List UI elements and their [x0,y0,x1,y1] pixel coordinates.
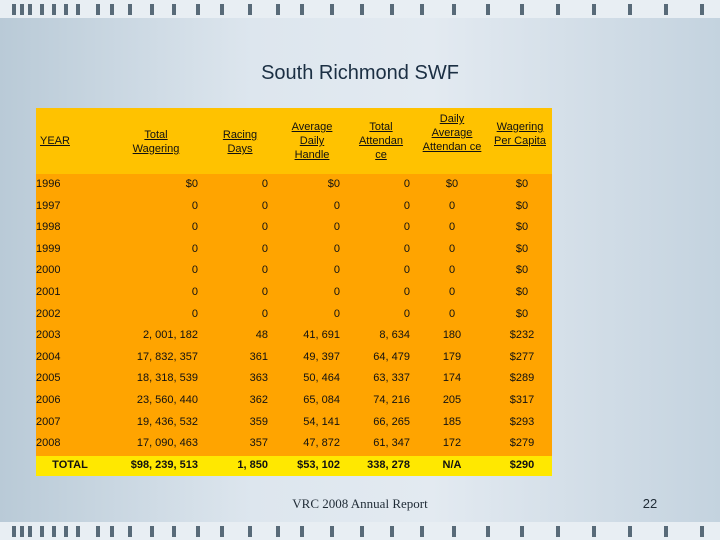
strip-bar [110,4,114,15]
strip-bar [664,4,668,15]
page-number: 22 [642,496,658,511]
strip-bar [628,4,632,15]
strip-bar [196,4,200,15]
strip-bar [486,526,490,537]
cell-daily-average-attendance: 0 [448,264,456,277]
strip-bar [220,4,224,15]
strip-bar [390,526,394,537]
strip-bar [64,526,68,537]
cell-year: 2007 [36,415,61,428]
cell-average-daily-handle: 0 [333,307,340,320]
cell-total-wagering: 18, 318, 539 [136,372,198,385]
total-label: TOTAL [52,459,88,471]
strip-bar [592,526,596,537]
cell-wagering-per-capita: $293 [509,415,535,428]
cell-total-wagering: 0 [191,242,198,255]
strip-bar [28,4,32,15]
cell-wagering-per-capita: $0 [515,178,529,190]
strip-bar [150,526,154,537]
cell-daily-average-attendance: 174 [442,372,462,385]
strip-bar [20,526,24,537]
strip-bar [128,4,132,15]
strip-bar [40,4,44,15]
strip-bar [20,4,24,15]
strip-bar [52,526,56,537]
strip-bar [52,4,56,15]
cell-average-daily-handle: 0 [333,242,340,255]
cell-total-wagering: 17, 090, 463 [136,437,198,450]
total-racing-days: 1, 850 [237,459,268,471]
header-racing-days: Racing Days [222,129,258,155]
cell-total-wagering: 0 [191,307,198,320]
cell-total-attendance: 0 [403,264,410,277]
cell-racing-days: 0 [261,286,268,298]
strip-bar [276,526,280,537]
cell-daily-average-attendance: 205 [442,394,462,406]
cell-average-daily-handle: 65, 084 [303,394,340,406]
strip-bar [248,526,252,537]
cell-total-wagering: $0 [185,178,198,190]
cell-daily-average-attendance: 0 [448,221,456,234]
cell-total-wagering: 19, 436, 532 [136,415,198,428]
cell-daily-average-attendance: 180 [442,329,462,342]
cell-average-daily-handle: 49, 397 [303,350,340,363]
header-wagering-per-capita: Wagering Per Capita [494,121,546,147]
total-wagering: $98, 239, 513 [130,459,198,471]
strip-bar [330,4,334,15]
strip-bar [556,526,560,537]
table-total-row [36,456,552,476]
cell-total-attendance: 0 [403,221,410,234]
cell-racing-days: 0 [261,221,268,234]
strip-bar [76,526,80,537]
strip-bar [12,526,16,537]
strip-bar [664,526,668,537]
cell-wagering-per-capita: $0 [515,264,529,277]
cell-year: 2004 [36,350,61,363]
cell-year: 2006 [36,394,61,406]
strip-bar [520,526,524,537]
cell-year: 2005 [36,372,61,385]
cell-daily-average-attendance: 0 [448,286,456,298]
strip-bar [64,4,68,15]
strip-bar [556,4,560,15]
cell-total-attendance: 61, 347 [373,437,410,450]
cell-year: 1996 [36,178,61,190]
cell-average-daily-handle: 50, 464 [303,372,340,385]
header-total-wagering: Total Wagering [132,129,180,155]
bottom-decorative-strip [0,522,720,540]
cell-total-wagering: 0 [191,264,198,277]
cell-racing-days: 0 [261,199,268,212]
strip-bar [700,4,704,15]
cell-year: 2002 [36,307,61,320]
cell-year: 1999 [36,242,61,255]
strip-bar [76,4,80,15]
strip-bar [520,4,524,15]
cell-average-daily-handle: $0 [327,178,340,190]
strip-bar [40,526,44,537]
header-year: YEAR [40,135,70,147]
cell-daily-average-attendance: 172 [442,437,462,450]
cell-racing-days: 0 [261,307,268,320]
cell-average-daily-handle: 41, 691 [303,329,340,342]
header-total-attendance: Total Attendan ce [358,121,404,161]
strip-bar [96,526,100,537]
table-header-row [36,108,552,174]
cell-year: 1998 [36,221,61,234]
cell-total-attendance: 0 [403,199,410,212]
slide-title: South Richmond SWF [261,62,459,84]
cell-total-attendance: 8, 634 [379,329,410,342]
cell-wagering-per-capita: $277 [509,350,535,363]
cell-daily-average-attendance: $0 [445,178,459,190]
strip-bar [486,4,490,15]
total-attendance: 338, 278 [367,459,410,471]
strip-bar [28,526,32,537]
cell-racing-days: 357 [249,437,268,450]
cell-wagering-per-capita: $317 [509,394,535,406]
cell-racing-days: 363 [249,372,268,385]
cell-average-daily-handle: 54, 141 [303,415,340,428]
strip-bar [96,4,100,15]
strip-bar [276,4,280,15]
cell-total-attendance: 64, 479 [373,350,410,363]
cell-wagering-per-capita: $289 [509,372,535,385]
cell-total-wagering: 0 [191,286,198,298]
cell-total-attendance: 0 [403,242,410,255]
cell-racing-days: 362 [249,394,268,406]
cell-daily-average-attendance: 179 [442,350,462,363]
cell-total-attendance: 0 [403,286,410,298]
cell-year: 2008 [36,437,61,450]
total-average-daily-handle: $53, 102 [297,459,340,471]
cell-daily-average-attendance: 185 [442,415,462,428]
cell-racing-days: 0 [261,264,268,277]
cell-total-wagering: 17, 832, 357 [136,350,198,363]
strip-bar [172,4,176,15]
cell-wagering-per-capita: $232 [509,329,535,342]
strip-bar [172,526,176,537]
cell-total-attendance: 0 [403,178,410,190]
cell-wagering-per-capita: $0 [515,242,529,255]
cell-racing-days: 359 [249,415,268,428]
cell-wagering-per-capita: $279 [509,437,535,450]
cell-year: 2000 [36,264,61,277]
cell-year: 2003 [36,329,61,342]
strip-bar [248,4,252,15]
cell-racing-days: 0 [261,242,268,255]
cell-racing-days: 0 [261,178,268,190]
strip-bar [700,526,704,537]
top-decorative-strip [0,0,720,18]
cell-year: 1997 [36,199,61,212]
cell-wagering-per-capita: $0 [515,307,529,320]
cell-racing-days: 48 [255,329,268,342]
strip-bar [420,4,424,15]
strip-bar [220,526,224,537]
cell-average-daily-handle: 47, 872 [303,437,340,450]
strip-bar [196,526,200,537]
strip-bar [110,526,114,537]
cell-average-daily-handle: 0 [333,264,340,277]
cell-total-wagering: 0 [191,199,198,212]
strip-bar [12,4,16,15]
strip-bar [360,526,364,537]
cell-racing-days: 361 [249,350,268,363]
strip-bar [330,526,334,537]
strip-bar [360,4,364,15]
cell-total-attendance: 63, 337 [373,372,410,385]
strip-bar [128,526,132,537]
header-average-daily-handle: Average Daily Handle [291,121,333,161]
total-wagering-per-capita: $290 [509,459,535,471]
strip-bar [592,4,596,15]
cell-total-attendance: 66, 265 [373,415,410,428]
cell-total-wagering: 0 [191,221,198,234]
cell-wagering-per-capita: $0 [515,221,529,234]
cell-average-daily-handle: 0 [333,199,340,212]
cell-average-daily-handle: 0 [333,286,340,298]
cell-wagering-per-capita: $0 [515,199,529,212]
cell-total-attendance: 74, 216 [373,394,410,406]
cell-daily-average-attendance: 0 [448,199,456,212]
cell-total-attendance: 0 [403,307,410,320]
strip-bar [452,4,456,15]
footer-text: VRC 2008 Annual Report [292,496,428,511]
strip-bar [300,4,304,15]
cell-wagering-per-capita: $0 [515,286,529,298]
strip-bar [420,526,424,537]
strip-bar [300,526,304,537]
strip-bar [390,4,394,15]
strip-bar [150,4,154,15]
cell-average-daily-handle: 0 [333,221,340,234]
cell-total-wagering: 23, 560, 440 [136,394,198,406]
cell-daily-average-attendance: 0 [448,242,456,255]
strip-bar [452,526,456,537]
cell-daily-average-attendance: 0 [448,307,456,320]
header-daily-average-attendance: Daily Average Attendan ce [422,113,482,153]
total-daily-average-attendance: N/A [442,459,462,471]
strip-bar [628,526,632,537]
cell-year: 2001 [36,286,61,298]
data-table [36,108,552,476]
cell-total-wagering: 2, 001, 182 [142,329,198,342]
